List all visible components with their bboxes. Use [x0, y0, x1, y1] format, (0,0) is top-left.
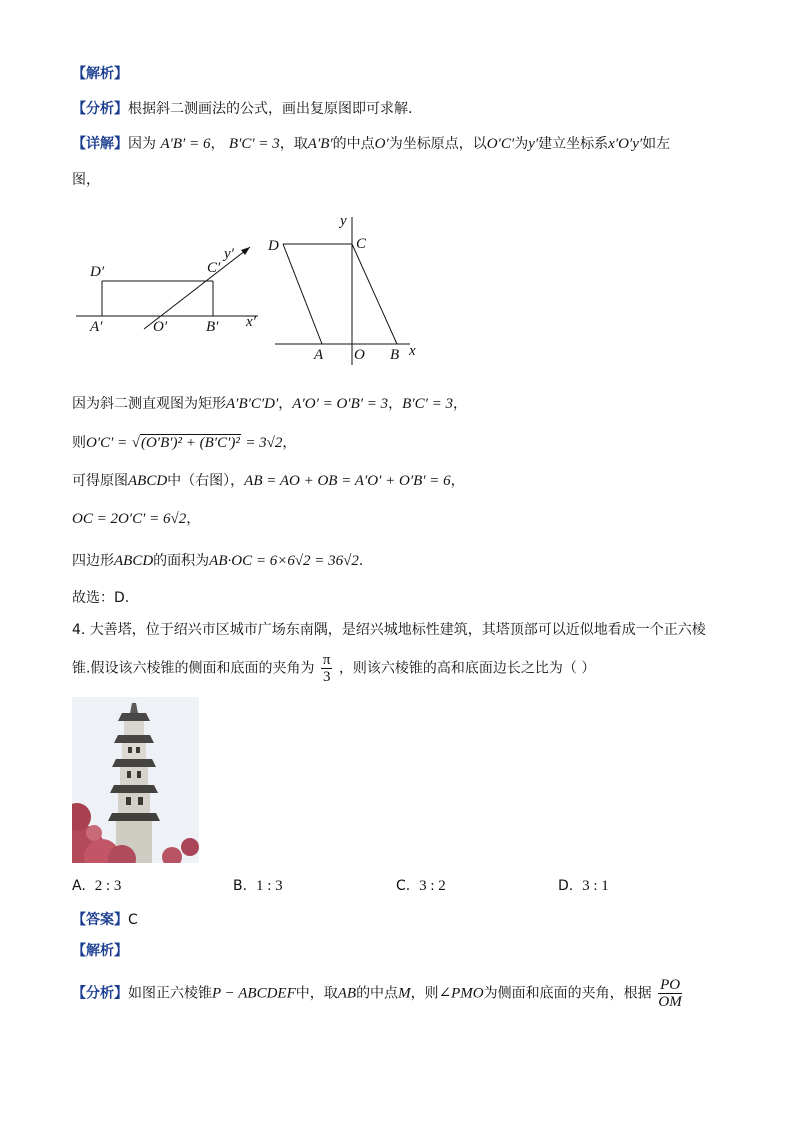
- math-eq: A′O′ = O′B′ = 3: [292, 396, 389, 412]
- text: .: [358, 553, 364, 569]
- math-eq: A′B′C′D′: [226, 396, 279, 412]
- text: 的面积为: [153, 553, 210, 569]
- label-D: D: [268, 238, 279, 254]
- text: ，: [388, 396, 403, 412]
- fraction-denominator: 3: [322, 669, 331, 685]
- question-4-line-2: [72, 652, 595, 685]
- text: 中，取: [295, 985, 338, 1002]
- option-c[interactable]: [396, 878, 446, 895]
- option-d[interactable]: [558, 878, 609, 895]
- text: ，: [450, 473, 465, 489]
- ab-line: [72, 471, 465, 491]
- math-eq: O′C′: [486, 136, 515, 152]
- fraction-numerator: π: [322, 652, 331, 668]
- text: 因为斜二测直观图为矩形: [72, 396, 226, 412]
- analysis-label: 【分析】: [72, 985, 128, 1002]
- pagoda-image: [72, 697, 199, 863]
- analysis-2-line: [72, 977, 684, 1010]
- label-C: C: [356, 236, 367, 252]
- label-C-prime: C′: [207, 260, 221, 276]
- math-eq: AB: [337, 985, 357, 1002]
- fraction-denominator: OM: [658, 994, 682, 1010]
- math-eq: ABCD: [128, 473, 168, 489]
- math-eq: P − ABCDEF: [212, 985, 296, 1002]
- rect-line: [72, 394, 467, 414]
- option-label: C.: [396, 878, 411, 894]
- detail-label: 【详解】: [72, 136, 128, 152]
- analysis-label: 【分析】: [72, 101, 128, 117]
- detail-text: 为: [514, 136, 529, 152]
- choice-line: 故选：D.: [72, 590, 130, 606]
- detail-text: 的中点: [332, 136, 375, 152]
- detail-line-continued: 图，: [72, 172, 100, 188]
- option-value: 3 : 2: [419, 878, 446, 894]
- detail-line: [72, 134, 670, 154]
- analysis-text: 根据斜二测画法的公式，画出复原图即可求解.: [128, 101, 413, 117]
- math-eq: B′C′ = 3: [228, 136, 280, 152]
- label-A: A: [314, 347, 324, 363]
- detail-text: ，取: [279, 136, 308, 152]
- math-eq: OC = 2O′C′ = 6√2: [72, 511, 187, 527]
- option-value: 2 : 3: [94, 878, 122, 894]
- label-B-prime: B′: [206, 319, 219, 335]
- text: ，则: [410, 985, 439, 1002]
- label-x-prime: x′: [246, 314, 256, 330]
- text: 的中点: [356, 985, 399, 1002]
- math-eq: O′: [374, 136, 389, 152]
- text: 四边形: [72, 553, 114, 569]
- label-A-prime: A′: [90, 319, 103, 335]
- math-eq: = 3√2: [245, 435, 283, 451]
- option-label: D.: [558, 878, 574, 894]
- area-line: [72, 551, 363, 571]
- text: ，: [453, 396, 468, 412]
- detail-text: 如左: [642, 136, 671, 152]
- sqrt-sign: √: [131, 435, 140, 451]
- analysis-line: [72, 99, 412, 119]
- answer-label: 【答案】: [72, 912, 128, 928]
- figure-right: [267, 213, 416, 365]
- tower-photo: [72, 697, 199, 863]
- text: ，则该六棱锥的高和底面边长之比为（ ）: [338, 660, 596, 677]
- text: 为侧面和底面的夹角，根据: [483, 985, 652, 1002]
- math-eq: A′B′: [307, 136, 333, 152]
- fraction-numerator: PO: [660, 977, 681, 993]
- detail-text: 为坐标原点，以: [388, 136, 487, 152]
- text: 锥.假设该六棱锥的侧面和底面的夹角为: [72, 660, 315, 677]
- text: 如图正六棱锥: [128, 985, 212, 1002]
- text: 则: [72, 435, 86, 451]
- option-value: 3 : 1: [582, 878, 609, 894]
- option-label: A.: [72, 878, 86, 894]
- section-header-analysis: 【解析】: [72, 66, 128, 82]
- math-eq: O′C′ =: [86, 435, 128, 451]
- text: ，: [278, 396, 293, 412]
- math-eq: B′C′ = 3: [402, 396, 454, 412]
- math-eq: M: [398, 985, 411, 1002]
- label-O-prime: O′: [153, 319, 168, 335]
- text: ，: [186, 511, 201, 527]
- question-4-line-1: 4. 大善塔，位于绍兴市区城市广场东南隅，是绍兴城地标性建筑，其塔顶部可以近似地看成一个正六棱: [72, 622, 706, 638]
- figure-left: [76, 246, 258, 335]
- math-radicand: (O′B′)² + (B′C′)²: [140, 435, 240, 451]
- oc2-line: [72, 509, 200, 529]
- label-B: B: [390, 347, 400, 363]
- math-eq: ABCD: [114, 553, 154, 569]
- label-y-prime: y′: [224, 246, 234, 262]
- text: 可得原图: [72, 473, 128, 489]
- text: ，: [282, 435, 297, 451]
- detail-text: 因为: [128, 136, 156, 152]
- fraction-pi-over-3: [321, 652, 333, 685]
- oc-line: [72, 433, 296, 453]
- label-y: y: [340, 213, 347, 229]
- math-eq: AB·OC = 6×6√2 = 36√2: [209, 553, 359, 569]
- answer-line: [72, 910, 138, 930]
- fraction-po-over-om: [658, 977, 682, 1010]
- text: 中（右图），: [167, 473, 245, 489]
- label-D-prime: D′: [90, 264, 105, 280]
- answer-value: C: [128, 912, 138, 928]
- math-eq: ∠PMO: [438, 985, 484, 1002]
- option-value: 1 : 3: [255, 878, 283, 894]
- label-x: x: [409, 343, 416, 359]
- math-eq: x′O′y′: [608, 136, 643, 152]
- section-header-analysis-2: 【解析】: [72, 943, 128, 959]
- math-eq: A′B′ = 6: [160, 136, 211, 152]
- option-label: B.: [233, 878, 248, 894]
- math-eq: AB = AO + OB = A′O′ + O′B′ = 6: [244, 473, 451, 489]
- option-a[interactable]: [72, 878, 121, 895]
- option-b[interactable]: [233, 878, 283, 895]
- figure-diagrams: [60, 205, 440, 365]
- math-eq: y′: [528, 136, 539, 152]
- label-O: O: [354, 347, 365, 363]
- detail-text: ，: [210, 136, 225, 152]
- detail-text: 建立坐标系: [538, 136, 609, 152]
